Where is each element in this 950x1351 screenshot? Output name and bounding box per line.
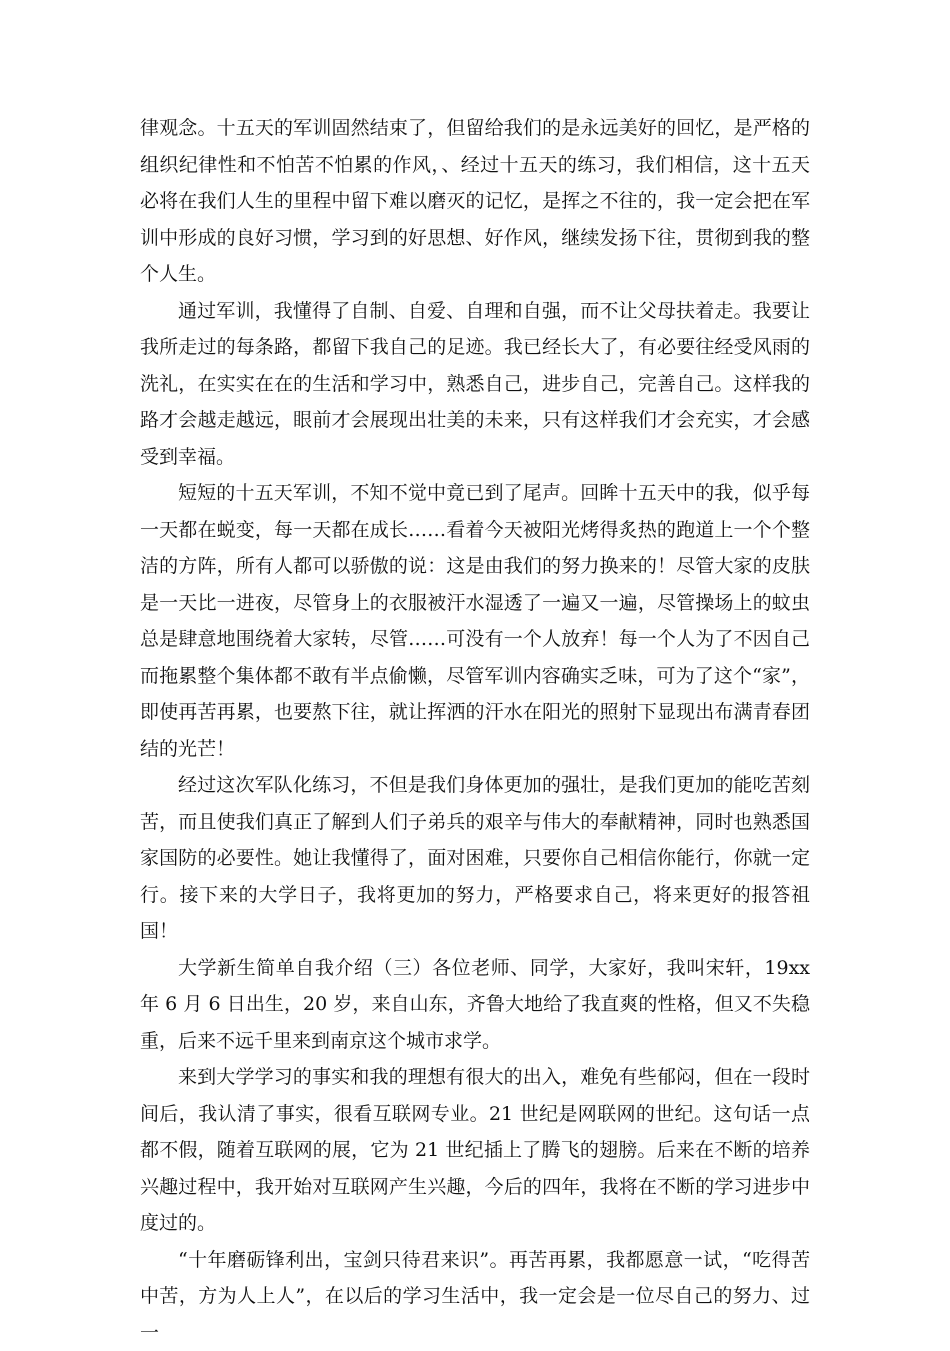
paragraph-7: “十年磨砺锋利出，宝剑只待君来识”。再苦再累，我都愿意一试，“吃得苦中苦，方为人上人”，在以后的学习生活中，我一定会是一位尽自己的努力、过一 bbox=[140, 1242, 810, 1351]
paragraph-4: 经过这次军队化练习，不但是我们身体更加的强壮，是我们更加的能吃苦刻苦，而且使我们真正了解到人们子弟兵的艰辛与伟大的奉献精神，同时也熟悉国家国防的必要性。她让我懂得了，面对困难，只要你自己相信你能行，你就一定行。接下来的大学日子，我将更加的努力，严格要求自己，将来更好的报答祖国！ bbox=[140, 767, 810, 950]
paragraph-1: 律观念。十五天的军训固然结束了，但留给我们的是永远美好的回忆，是严格的组织纪律性和不怕苦不怕累的作风，、经过十五天的练习，我们相信，这十五天必将在我们人生的里程中留下难以磨灭的记忆，是挥之不往的，我一定会把在军训中形成的良好习惯，学习到的好思想、好作风，继续发扬下往，贯彻到我的整个人生。 bbox=[140, 110, 810, 293]
paragraph-3: 短短的十五天军训，不知不觉中竟已到了尾声。回眸十五天中的我，似乎每一天都在蜕变，每一天都在成长……看着今天被阳光烤得炙热的跑道上一个个整洁的方阵，所有人都可以骄傲的说：这是由我们的努力换来的！尽管大家的皮肤是一天比一进夜，尽管身上的衣服被汗水湿透了一遍又一遍，尽管操场上的蚊虫总是肆意地围绕着大家转，尽管……可没有一个人放弃！每一个人为了不因自己而拖累整个集体都不敢有半点偷懒，尽管军训内容确实乏味，可为了这个“家”，即使再苦再累，也要熬下往，就让挥洒的汗水在阳光的照射下显现出布满青春团结的光芒！ bbox=[140, 475, 810, 767]
paragraph-2: 通过军训，我懂得了自制、自爱、自理和自强，而不让父母扶着走。我要让我所走过的每条路，都留下我自己的足迹。我已经长大了，有必要往经受风雨的洗礼，在实实在在的生活和学习中，熟悉自己，进步自己，完善自己。这样我的路才会越走越远，眼前才会展现出壮美的未来，只有这样我们才会充实，才会感受到幸福。 bbox=[140, 293, 810, 476]
paragraph-6: 来到大学学习的事实和我的理想有很大的出入，难免有些郁闷，但在一段时间后，我认清了事实，很看互联网专业。21 世纪是网联网的世纪。这句话一点都不假，随着互联网的展，它为 21 世纪插上了腾飞的翅膀。后来在不断的培养兴趣过程中，我开始对互联网产生兴趣，今后的四年，我将在不断的学习进步中度过的。 bbox=[140, 1059, 810, 1242]
paragraph-5: 大学新生简单自我介绍（三）各位老师、同学，大家好，我叫宋轩，19xx 年 6 月 6 日出生，20 岁，来自山东，齐鲁大地给了我直爽的性格，但又不失稳重，后来不远千里来到南京这个城市求学。 bbox=[140, 950, 810, 1060]
document-body bbox=[140, 110, 810, 1351]
